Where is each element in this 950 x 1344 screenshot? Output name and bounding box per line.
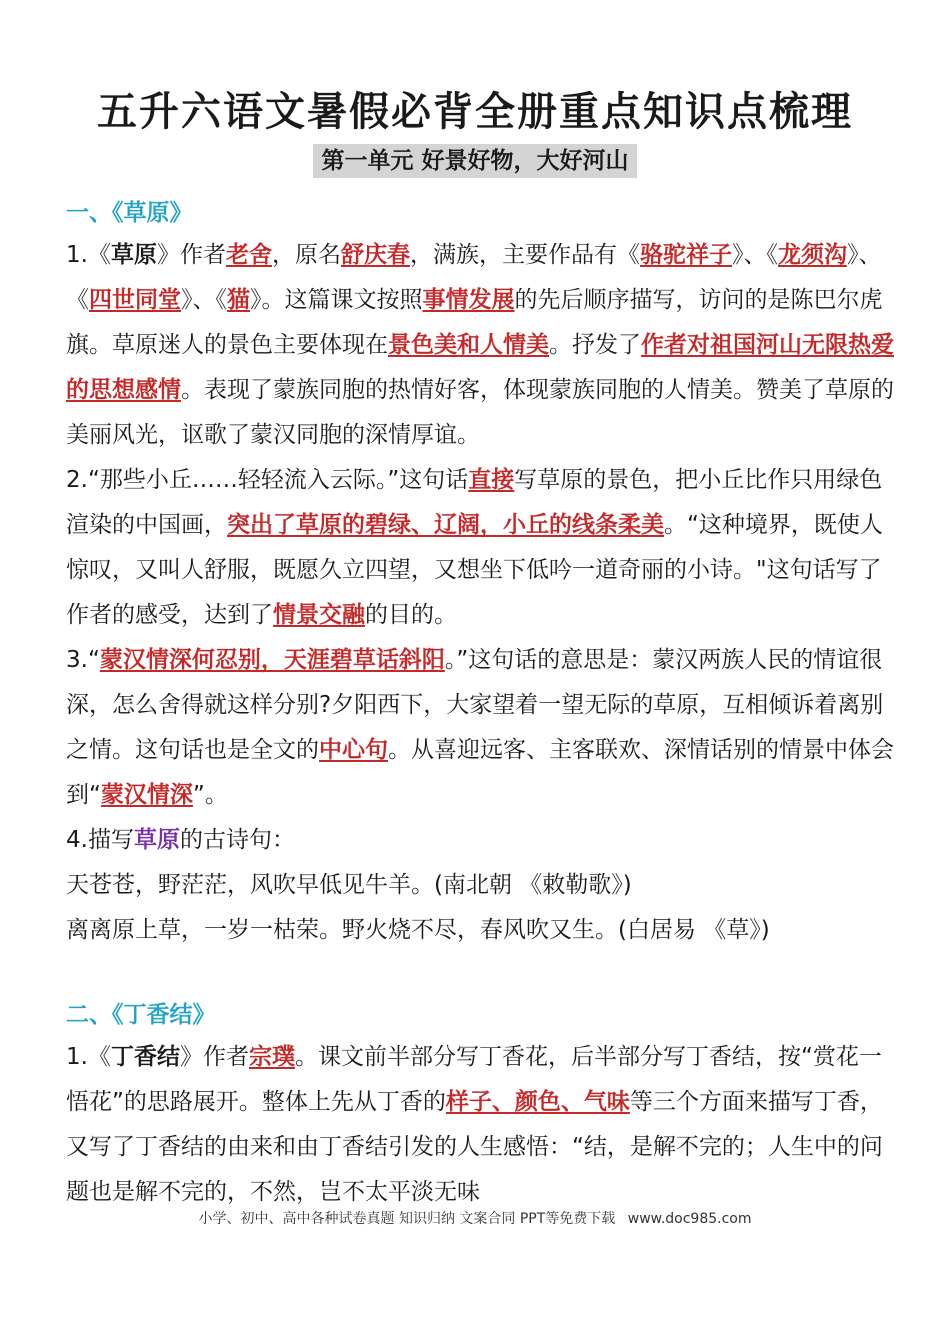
section-heading-dingxiangjie: 二、《丁香结》 bbox=[66, 1002, 216, 1028]
paragraph-1: 1.《草原》作者老舍，原名舒庆春，满族，主要作品有《骆驼祥子》、《龙须沟》、《四世同堂》、《猫》。这篇课文按照事情发展的先后顺序描写，访问的是陈巴尔虎旗。草原迷人的景色主要体现在景色美和人情美。抒发了作者对祖国河山无限热爱的思想感情。表现了蒙族同胞的热情好客，体现蒙族同胞的人情美。赞美了草原的美丽风光，讴歌了蒙汉同胞的深情厚谊。 bbox=[66, 242, 894, 448]
poem-line-1: 天苍苍，野茫茫，风吹早低见牛羊。(南北朝 《敕勒歌》) bbox=[66, 872, 632, 898]
paragraph-4: 4.描写草原的古诗句： bbox=[66, 827, 295, 853]
footer-text: 小学、初中、高中各种试卷真题 知识归纳 文案合同 PPT等免费下载 bbox=[198, 1211, 616, 1227]
poem-line-2: 离离原上草，一岁一枯荣。野火烧不尽，春风吹又生。(白居易 《草》) bbox=[66, 917, 770, 943]
paragraph-2: 2.“那些小丘……轻轻流入云际。”这句话直接写草原的景色，把小丘比作只用绿色渲染的中国画，突出了草原的碧绿、辽阔，小丘的线条柔美。“这种境界，既使人惊叹，又叫人舒服，既愿久立四望，又想坐下低吟一道奇丽的小诗。"这句话写了作者的感受，达到了情景交融的目的。 bbox=[66, 467, 883, 628]
paragraph-5: 1.《丁香结》作者宗璞。课文前半部分写丁香花，后半部分写丁香结，按“赏花一悟花”的思路展开。整体上先从丁香的样子、颜色、气味等三个方面来描写丁香，又写了丁香结的由来和由丁香结引发的人生感悟：“结，是解不完的；人生中的问题也是解不完的，不然，岂不太平淡无味 bbox=[66, 1044, 883, 1205]
document-title: 五升六语文暑假必背全册重点知识点梳理 bbox=[97, 89, 853, 135]
paragraph-3: 3.“蒙汉情深何忍别，天涯碧草话斜阳。”这句话的意思是：蒙汉两族人民的情谊很深，怎么舍得就这样分别?夕阳西下，大家望着一望无际的草原，互相倾诉着离别之情。这句话也是全文的中心句。从喜迎远客、主客联欢、深情话别的情景中体会到“蒙汉情深”。 bbox=[66, 647, 894, 808]
section-body-caoyuan bbox=[66, 233, 896, 953]
unit-heading: 第一单元 好景好物，大好河山 bbox=[313, 144, 636, 178]
unit-heading-wrap bbox=[0, 144, 950, 178]
page-footer bbox=[0, 1208, 950, 1228]
section-body-dingxiangjie bbox=[66, 1035, 896, 1215]
footer-site-link[interactable]: www.doc985.com bbox=[627, 1211, 752, 1227]
section-heading-caoyuan: 一、《草原》 bbox=[66, 200, 193, 226]
